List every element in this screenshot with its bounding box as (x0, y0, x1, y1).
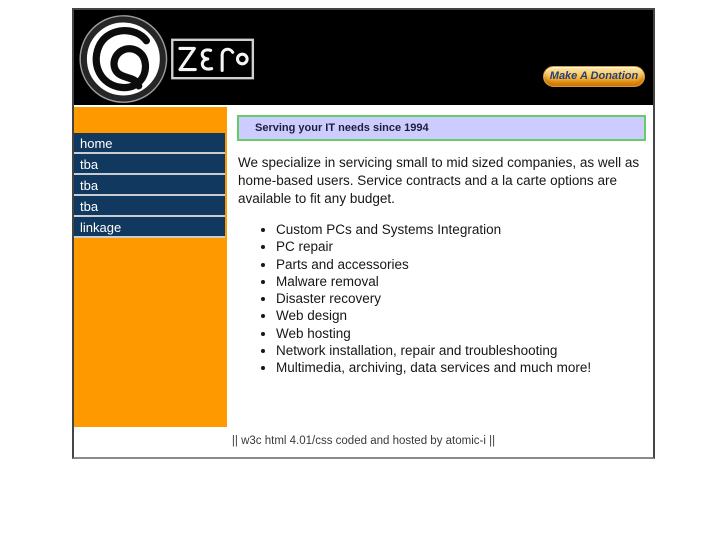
sidebar-item-tba-1[interactable]: tba (74, 154, 225, 175)
azero-logo-icon (78, 12, 256, 105)
sidebar-item-home[interactable]: home (74, 133, 225, 154)
sidebar-item-tba-3[interactable]: tba (74, 196, 225, 217)
service-item: • Web hosting (276, 325, 653, 342)
intro-paragraph: We specialize in servicing small to mid sized companies, as well as home-based users. Service contracts and a la carte options are available to fit any budget. (238, 155, 640, 206)
service-item: • Network installation, repair and troubleshooting (276, 342, 653, 359)
brand-logo[interactable] (78, 12, 256, 105)
main-row (74, 107, 653, 427)
service-item: • Malware removal (276, 273, 653, 290)
make-a-donation-button[interactable]: Make A Donation (543, 66, 645, 87)
sidebar-item-tba-2[interactable]: tba (74, 175, 225, 196)
content-area (227, 107, 653, 427)
service-item: • Custom PCs and Systems Integration (276, 221, 653, 238)
service-item: • Multimedia, archiving, data services and much more! (276, 359, 653, 376)
page-container (72, 8, 655, 459)
tagline-banner: Serving your IT needs since 1994 (237, 115, 646, 141)
service-item: • Disaster recovery (276, 290, 653, 307)
footer-credit: || w3c html 4.01/css coded and hosted by atomic-i || (74, 427, 653, 457)
service-item: • Web design (276, 307, 653, 324)
service-item: • Parts and accessories (276, 256, 653, 273)
services-list (227, 221, 653, 377)
service-item: • PC repair (276, 238, 653, 255)
site-header (74, 10, 653, 105)
sidebar-item-linkage[interactable]: linkage (74, 217, 225, 238)
sidebar-nav (74, 107, 227, 427)
